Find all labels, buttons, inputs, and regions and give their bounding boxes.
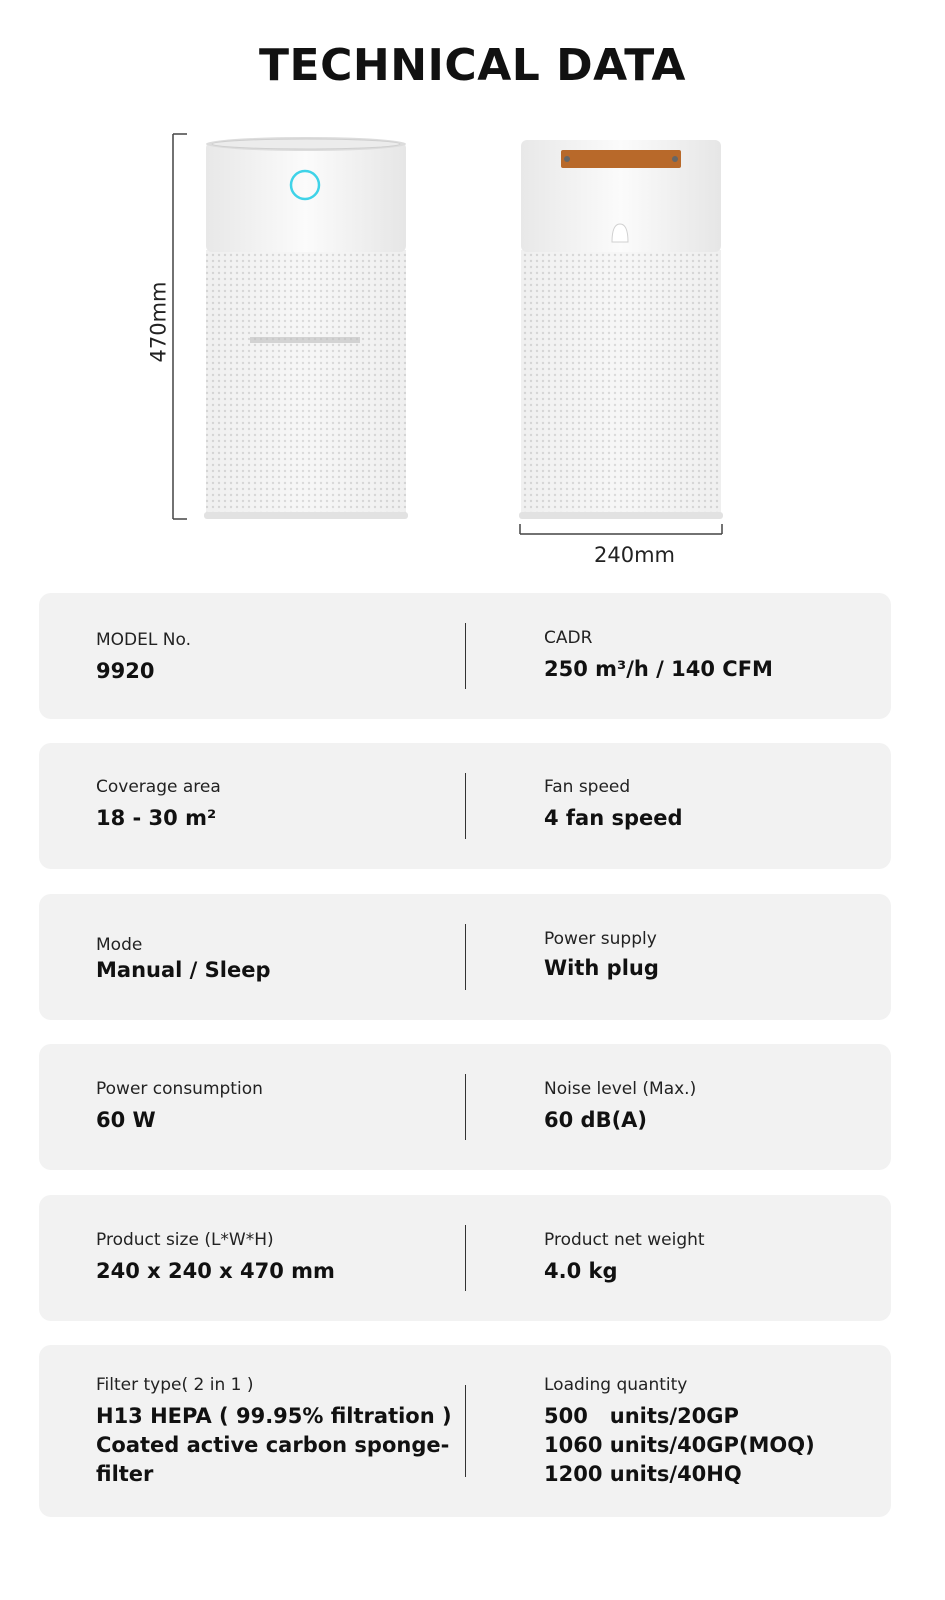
spec-card-model-cadr bbox=[39, 593, 891, 719]
spec-value-line: filter bbox=[96, 1462, 154, 1486]
spec-value: 9920 bbox=[96, 659, 155, 683]
purifier-front-view bbox=[204, 137, 408, 519]
carry-handle bbox=[561, 150, 681, 168]
spec-value-line: 1200 units/40HQ bbox=[544, 1462, 742, 1486]
spec-value: 4 fan speed bbox=[544, 806, 683, 830]
spec-value-lines bbox=[96, 1402, 452, 1489]
card-divider bbox=[465, 773, 466, 839]
card-divider bbox=[465, 1074, 466, 1140]
spec-label: Fan speed bbox=[544, 777, 631, 797]
spec-value-line: Coated active carbon sponge- bbox=[96, 1433, 450, 1457]
spec-value: 250 m³/h / 140 CFM bbox=[544, 657, 773, 681]
spec-label: Power supply bbox=[544, 929, 657, 949]
spec-value: With plug bbox=[544, 956, 659, 980]
spec-value: Manual / Sleep bbox=[96, 958, 271, 982]
spec-value-lines bbox=[544, 1402, 815, 1489]
width-label: 240mm bbox=[594, 543, 675, 567]
spec-value: 18 - 30 m² bbox=[96, 806, 217, 830]
spec-label: Loading quantity bbox=[544, 1375, 688, 1395]
purifier-back-view bbox=[519, 140, 723, 519]
spec-label: Noise level (Max.) bbox=[544, 1079, 697, 1099]
spec-value: 4.0 kg bbox=[544, 1259, 618, 1283]
card-divider bbox=[465, 1225, 466, 1291]
spec-label: CADR bbox=[544, 628, 593, 648]
spec-value-line: 500 units/20GP bbox=[544, 1404, 739, 1428]
spec-value-line: 1060 units/40GP(MOQ) bbox=[544, 1433, 815, 1457]
height-dimension-line bbox=[173, 134, 187, 519]
spec-label: Product net weight bbox=[544, 1230, 705, 1250]
spec-label: Product size (L*W*H) bbox=[96, 1230, 274, 1250]
card-divider bbox=[465, 1385, 466, 1477]
spec-card-coverage-fan bbox=[39, 743, 891, 869]
width-dimension-line bbox=[520, 524, 722, 534]
card-divider bbox=[465, 623, 466, 689]
card-divider bbox=[465, 924, 466, 990]
spec-label: MODEL No. bbox=[96, 630, 191, 650]
spec-value: 60 W bbox=[96, 1108, 156, 1132]
spec-value: 240 x 240 x 470 mm bbox=[96, 1259, 335, 1283]
spec-label: Coverage area bbox=[96, 777, 221, 797]
spec-card-size-weight bbox=[39, 1195, 891, 1321]
product-illustration bbox=[0, 120, 945, 590]
spec-label: Power consumption bbox=[96, 1079, 263, 1099]
spec-card-mode-power bbox=[39, 894, 891, 1020]
spec-card-filter-loading bbox=[39, 1345, 891, 1517]
spec-value-line: H13 HEPA ( 99.95% filtration ) bbox=[96, 1404, 452, 1428]
page-title: TECHNICAL DATA bbox=[259, 40, 686, 91]
height-label: 470mm bbox=[146, 281, 171, 363]
spec-card-consumption-noise bbox=[39, 1044, 891, 1170]
spec-value: 60 dB(A) bbox=[544, 1108, 648, 1132]
spec-label: Mode bbox=[96, 935, 143, 955]
spec-label: Filter type( 2 in 1 ) bbox=[96, 1375, 254, 1395]
